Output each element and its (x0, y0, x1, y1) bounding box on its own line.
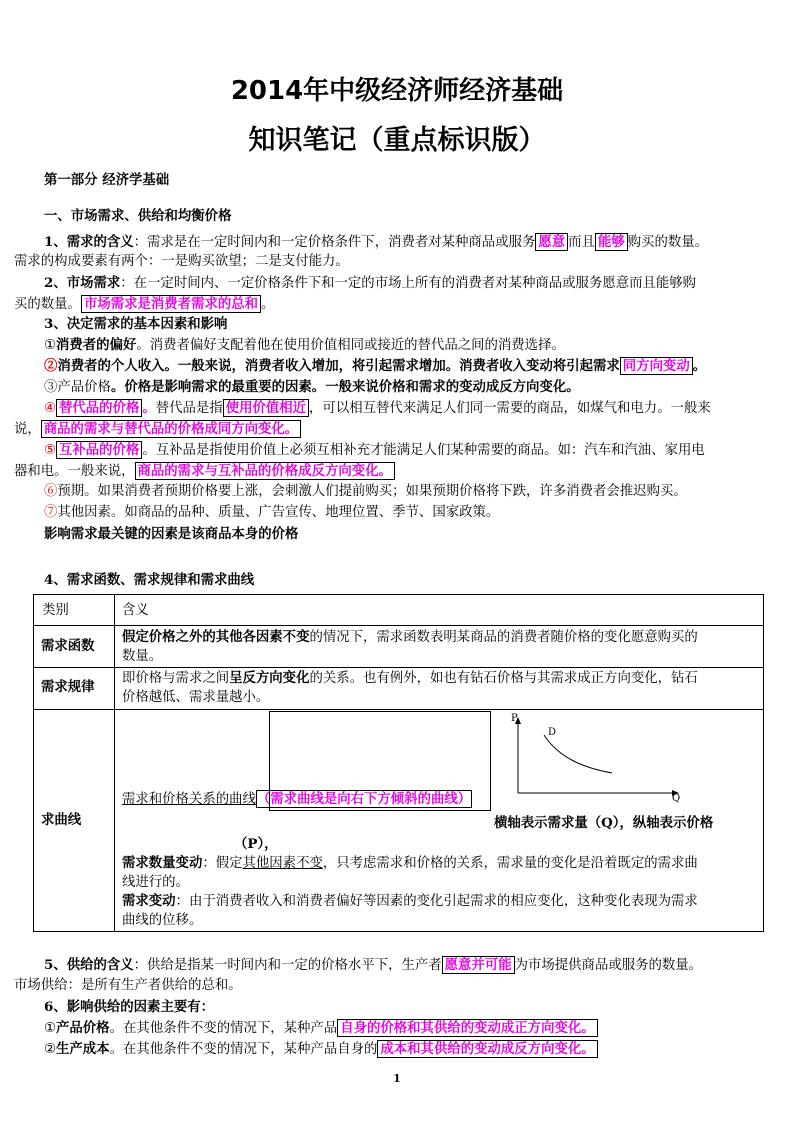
text: 预期。如果消费者预期价格要上涨，会刺激人们提前购买；如果预期价格将下跌，许多消费者会推迟购买。 (57, 484, 687, 499)
row-label-demand-law: 需求规律 (41, 679, 95, 695)
text: 需求和价格关系的曲线 (122, 792, 256, 807)
paragraph-market-demand-cont (14, 294, 274, 315)
factor-expectation (44, 482, 687, 502)
paragraph-market-supply: 市场供给：是所有生产者供给的总和。 (14, 978, 242, 993)
supply-factor-cost (44, 1039, 598, 1060)
factor-complement (44, 440, 705, 461)
num: ① (44, 338, 57, 353)
label: 需求变动 (122, 893, 176, 909)
text: 而且 (568, 235, 595, 250)
line (122, 854, 762, 873)
text: ：由于消费者收入和消费者偏好等因素的变化引起需求的相应变化，这种变化表现为需求 (175, 894, 698, 909)
num: ② (44, 358, 58, 374)
text: 。在其他条件不变的情况下，某种产品自身的 (109, 1042, 378, 1057)
text: 。消费者偏好支配着他在使用价值相同或接近的替代品之间的消费选择。 (136, 338, 565, 353)
axis-description: 横轴表示需求量（Q），纵轴表示价格 (494, 815, 714, 831)
label: 消费者的个人收入 (57, 358, 165, 374)
text: 购买的数量。 (627, 235, 709, 250)
num: ③ (44, 380, 58, 395)
line: 曲线的位移。 (122, 913, 203, 928)
text: 。 (692, 358, 707, 374)
highlight-curve-slope: （需求曲线是向右下方倾斜的曲线） (256, 791, 472, 807)
key-factor: 影响需求最关键的因素是该商品本身的价格 (44, 526, 299, 542)
factor-price (44, 377, 580, 398)
line (122, 628, 760, 647)
label: 1、需求的含义 (44, 234, 134, 250)
underlined-text: 其他因素不变 (242, 856, 323, 871)
supply-factor-price (44, 1018, 598, 1039)
page-number: 1 (393, 1072, 401, 1085)
num: ① (44, 1021, 57, 1036)
paragraph-market-demand (44, 273, 696, 294)
axis-label-q: Q (672, 793, 681, 803)
text: 的关系。也有例外，如也有钻石价格与其需求成正方向变化，钻石 (309, 671, 698, 686)
paragraph-demand-definition (44, 232, 708, 253)
highlight-same-direction: 同方向变动 (620, 357, 693, 375)
text: 的情况下，需求函数表明某商品的消费者随价格的变化愿意购买的 (309, 630, 698, 645)
text: ：假定 (202, 856, 243, 871)
text: 买的数量。 (14, 297, 81, 312)
table-row-divider (34, 667, 763, 668)
row-label-demand-function: 需求函数 (41, 638, 95, 654)
demand-quantity-change (122, 854, 762, 892)
highlight-substitute-rule: 商品的需求与替代品的价格成同方向变化。 (41, 420, 301, 438)
label: 2、市场需求 (44, 275, 121, 291)
factor-preference (44, 335, 565, 356)
highlight-able: 能够 (595, 233, 628, 251)
curve-label-d: D (548, 727, 557, 738)
text: 。在其他条件不变的情况下，某种产品 (109, 1021, 338, 1036)
factor-other (44, 503, 499, 523)
highlight-willing: 愿意 (535, 233, 568, 251)
highlight-substitute-price: 替代品的价格 (56, 399, 142, 417)
text: ，只考虑需求和价格的关系，需求量的变化是沿着既定的需求曲 (322, 856, 698, 871)
bold-text: 假定价格之外的其他各因素不变 (122, 629, 310, 645)
highlight-similar-use-value: 使用价值相近 (223, 399, 309, 417)
num: ⑤ (44, 443, 57, 458)
highlight-price-supply-rule: 自身的价格和其供给的变动成正方向变化。 (337, 1019, 597, 1037)
paragraph-demand-elements: 需求的构成要素有两个：一是购买欲望；二是支付能力。 (14, 254, 349, 269)
factor-complement-cont (14, 461, 395, 482)
num: ④ (44, 401, 57, 416)
text: 。 (261, 297, 275, 312)
axis-label-p: P (511, 713, 518, 724)
label: 需求数量变动 (122, 855, 203, 871)
label: 消费者的偏好 (56, 337, 137, 353)
highlight-cost-supply-rule: 成本和其供给的变动成反方向变化。 (377, 1040, 597, 1058)
curve-relation-text (122, 790, 472, 809)
demand-table (33, 594, 764, 932)
document-title-line2: 知识笔记（重点标识版） (248, 125, 546, 156)
axis-description-cont: （P）， (234, 836, 278, 852)
num: ⑥ (44, 484, 58, 499)
paragraph-supply-definition (44, 955, 702, 976)
line: 线进行的。 (122, 875, 189, 890)
heading-demand-factors: 3、决定需求的基本因素和影响 (44, 316, 228, 332)
factor-income (44, 356, 706, 376)
table-header-category: 类别 (42, 603, 69, 618)
label: 产品价格 (57, 380, 111, 395)
highlight-market-demand: 市场需求是消费者需求的总和 (81, 295, 261, 313)
text: 。一般来说，消费者收入增加，将引起需求增加。消费者收入变动将引起需求 (164, 358, 620, 374)
section-heading-1: 一、市场需求、供给和均衡价格 (44, 208, 232, 224)
label: 生产成本 (56, 1041, 110, 1057)
table-row-divider (34, 709, 763, 710)
text: 。互补品是指使用价值上必须互相补充才能满足人们某种需要的商品。如：汽车和汽油、家用电 (142, 443, 705, 458)
text: 为市场提供商品或服务的数量。 (514, 958, 703, 973)
part-heading: 第一部分 经济学基础 (44, 172, 170, 188)
text: 其他因素。如商品的品种、质量、广告宣传、地理位置、季节、国家政策。 (57, 505, 500, 520)
table-col-divider (114, 595, 115, 931)
text: 器和电。一般来说， (14, 464, 135, 479)
text: ，可以相互替代来满足人们同一需要的商品，如煤气和电力。一般来 (309, 401, 711, 416)
factor-substitute-cont (14, 419, 301, 440)
label: 产品价格 (56, 1020, 110, 1036)
text: 。 (142, 400, 156, 416)
text: ：需求是在一定时间内和一定价格条件下，消费者对某种商品或服务 (133, 235, 536, 250)
line: 数量。 (122, 649, 163, 664)
demand-curve-graph (504, 713, 684, 803)
highlight-complement-rule: 商品的需求与互补品的价格成反方向变化。 (135, 462, 395, 480)
text: 即价格与需求之间 (122, 671, 230, 686)
highlight-complement-price: 互补品的价格 (56, 441, 142, 459)
heading-supply-factors: 6、影响供给的因素主要有： (44, 999, 215, 1015)
text: 替代品是指 (155, 401, 223, 416)
line: 价格越低、需求量越小。 (122, 690, 270, 705)
label: 5、供给的含义 (44, 957, 134, 973)
text: ：供给是指某一时间内和一定的价格水平下，生产者 (133, 958, 442, 973)
section-heading-4: 4、需求函数、需求规律和需求曲线 (44, 572, 255, 588)
table-header-meaning: 含义 (122, 603, 149, 618)
text: ：在一定时间内、一定价格条件下和一定的市场上所有的消费者对某种商品或服务愿意而且能够购 (120, 276, 697, 291)
num: ② (44, 1042, 57, 1057)
text: 。价格是影响需求的最重要的因素。一般来说价格和需求的变动成反方向变化。 (110, 379, 580, 395)
num: ⑦ (44, 505, 58, 520)
row-label-demand-curve: 求曲线 (41, 812, 82, 828)
table-row-divider (34, 625, 763, 626)
row-text-demand-law (122, 669, 760, 707)
demand-change (122, 892, 762, 930)
line (122, 892, 762, 911)
document-title-line1: 2014年中级经济师经济基础 (230, 76, 564, 106)
text: 说， (14, 422, 41, 437)
demand-curve (544, 735, 612, 773)
highlight-willing-able: 愿意并可能 (442, 956, 515, 974)
line (122, 669, 760, 688)
bold-text: 呈反方向变化 (229, 670, 310, 686)
factor-substitute (44, 398, 711, 419)
row-text-demand-function (122, 628, 760, 666)
